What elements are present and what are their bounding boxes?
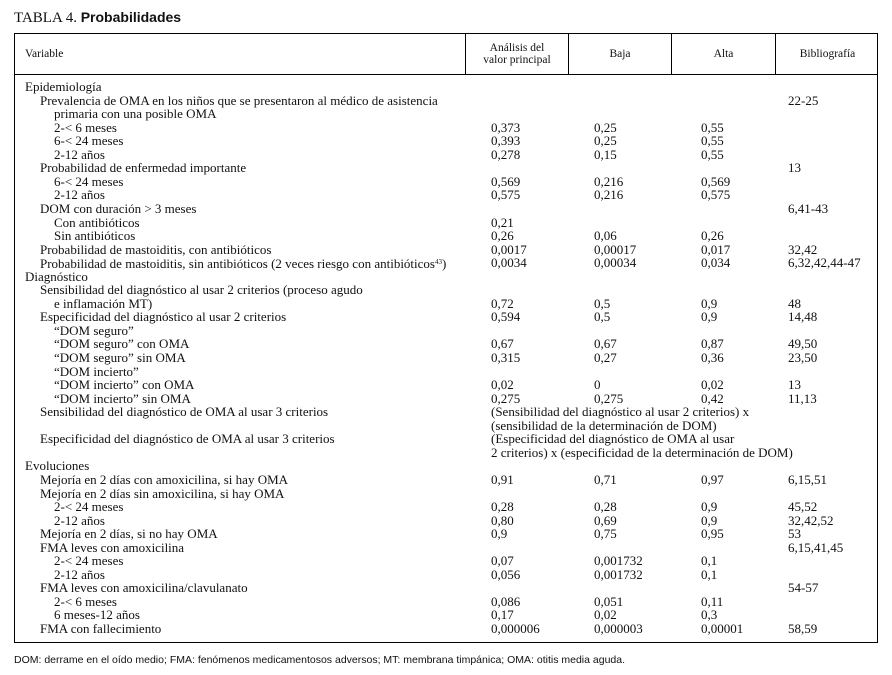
bibliography-cell: 32,42,52 [788, 512, 834, 528]
high-cell: 0,034 [701, 255, 731, 271]
table-row [15, 270, 877, 284]
value-cell: 0,575 [491, 187, 521, 203]
table-row [15, 256, 877, 270]
low-cell: 0,71 [594, 471, 617, 487]
table-row [15, 121, 877, 135]
high-cell: 0,569 [701, 173, 731, 189]
table-row [15, 351, 877, 365]
low-cell: 0,69 [594, 512, 617, 528]
title-bold: Probabilidades [80, 9, 182, 25]
low-cell: 0,28 [594, 499, 617, 515]
low-cell: 0,001732 [594, 566, 643, 582]
high-cell: 0,55 [701, 119, 724, 135]
table-row [15, 541, 877, 555]
high-cell: 0,36 [701, 350, 724, 365]
low-cell: 0,02 [594, 607, 617, 623]
variable-cell: Mejoría en 2 días con amoxicilina, si hay OMA [40, 471, 289, 487]
header-variable: Variable [25, 48, 64, 60]
table-row [15, 446, 877, 460]
value-cell: 0,315 [491, 350, 521, 365]
table-row [15, 324, 877, 338]
bibliography-cell: 53 [788, 526, 801, 542]
high-cell: 0,11 [701, 593, 724, 609]
low-cell: 0 [594, 377, 601, 393]
variable-cell: “DOM incierto” sin OMA [54, 390, 191, 406]
high-cell: 0,9 [701, 499, 718, 515]
table-row [15, 527, 877, 541]
high-cell: 0,575 [701, 187, 731, 203]
value-cell: 0,275 [491, 390, 521, 406]
table-row [15, 107, 877, 121]
value-cell: 0,67 [491, 336, 514, 352]
table-row [15, 202, 877, 216]
high-cell: 0,87 [701, 336, 724, 352]
variable-cell: 6-< 24 meses [54, 133, 124, 149]
variable-cell: “DOM incierto” [54, 363, 139, 379]
high-cell: 0,26 [701, 228, 724, 244]
variable-cell: DOM con duración > 3 meses [40, 200, 197, 216]
low-cell: 0,67 [594, 336, 617, 352]
table-row [15, 188, 877, 202]
variable-cell: FMA con fallecimiento [40, 621, 162, 636]
high-cell: 0,55 [701, 133, 724, 149]
table-row [15, 473, 877, 487]
variable-cell: 6 meses-12 años [54, 607, 140, 623]
value-cell: 0,91 [491, 471, 514, 487]
variable-cell: “DOM seguro” sin OMA [54, 350, 186, 365]
value-cell: 0,594 [491, 309, 521, 325]
table-row [15, 148, 877, 162]
variable-cell: “DOM seguro” [54, 322, 134, 338]
variable-cell: 2-< 6 meses [54, 593, 117, 609]
high-cell: 0,9 [701, 295, 718, 311]
value-cell: (Especificidad del diagnóstico de OMA al usar [491, 431, 735, 447]
table-row [15, 134, 877, 148]
low-cell: 0,5 [594, 295, 611, 311]
table-row [15, 514, 877, 528]
low-cell: 0,216 [594, 173, 624, 189]
value-cell: 0,72 [491, 295, 514, 311]
high-cell: 0,3 [701, 607, 718, 623]
value-cell: 0,07 [491, 553, 514, 569]
bibliography-cell: 22-25 [788, 92, 819, 108]
bibliography-cell: 6,32,42,44-47 [788, 255, 861, 271]
variable-cell: Especificidad del diagnóstico de OMA al usar 3 criterios [40, 431, 335, 447]
header-analisis-line2: valor principal [483, 54, 551, 66]
bibliography-cell: 23,50 [788, 350, 818, 365]
variable-cell: Sensibilidad del diagnóstico al usar 2 criterios (proceso agudo [40, 282, 363, 298]
table-row [15, 432, 877, 446]
low-cell: 0,15 [594, 146, 617, 162]
bibliography-cell: 49,50 [788, 336, 818, 352]
low-cell: 0,00017 [594, 241, 637, 257]
title-prefix: TABLA 4. [14, 10, 81, 26]
value-cell: 0,000006 [491, 621, 540, 636]
variable-cell-tail: ) [442, 256, 447, 272]
high-cell: 0,42 [701, 390, 724, 406]
variable-cell: 2-< 24 meses [54, 553, 124, 569]
bibliography-cell: 6,41-43 [788, 200, 829, 216]
header-bibliografia: Bibliografía [799, 48, 856, 60]
low-cell: 0,216 [594, 187, 624, 203]
variable-cell: Probabilidad de enfermedad importante [40, 160, 247, 176]
bibliography-cell: 13 [788, 160, 801, 176]
value-cell: 0,569 [491, 173, 521, 189]
high-cell: 0,95 [701, 526, 724, 542]
bibliography-cell: 58,59 [788, 621, 818, 636]
variable-cell: Diagnóstico [25, 268, 88, 284]
variable-cell: FMA leves con amoxicilina [40, 539, 185, 555]
header-analisis-line1: Análisis del [489, 42, 545, 54]
table-row [15, 419, 877, 433]
low-cell: 0,051 [594, 593, 624, 609]
variable-cell: “DOM seguro” con OMA [54, 336, 190, 352]
table-row [15, 500, 877, 514]
value-cell: 0,086 [491, 593, 521, 609]
variable-cell: 2-12 años [54, 146, 105, 162]
value-cell: 0,373 [491, 119, 521, 135]
table-row [15, 243, 877, 257]
value-cell: 0,0017 [491, 241, 527, 257]
low-cell: 0,75 [594, 526, 617, 542]
table-row [15, 80, 877, 94]
variable-cell: primaria con una posible OMA [54, 106, 217, 122]
table-row [15, 378, 877, 392]
low-cell: 0,5 [594, 309, 611, 325]
variable-cell: Especificidad del diagnóstico al usar 2 criterios [40, 309, 287, 325]
value-cell: 2 criterios) x (especificidad de la determinación de DOM) [491, 444, 793, 460]
high-cell: 0,1 [701, 566, 718, 582]
bibliography-cell: 13 [788, 377, 801, 393]
variable-cell: 2-12 años [54, 187, 105, 203]
variable-cell: e inflamación MT) [54, 295, 153, 311]
variable-cell: “DOM incierto” con OMA [54, 377, 195, 393]
variable-cell: Con antibióticos [54, 214, 140, 230]
footnote: DOM: derrame en el oído medio; FMA: fenómenos medicamentosos adversos; MT: membrana timpánica; OMA: otitis media aguda. [14, 654, 626, 666]
value-cell: 0,26 [491, 228, 514, 244]
table-row [15, 297, 877, 311]
value-cell: 0,278 [491, 146, 521, 162]
low-cell: 0,27 [594, 350, 617, 365]
variable-cell: Probabilidad de mastoiditis, sin antibióticos (2 veces riesgo con antibióticos$^{43}$) [40, 256, 447, 272]
bibliography-cell: 14,48 [788, 309, 818, 325]
variable-cell: 2-12 años [54, 512, 105, 528]
value-cell: 0,28 [491, 499, 514, 515]
table-row [15, 161, 877, 175]
variable-cell: Mejoría en 2 días, si no hay OMA [40, 526, 218, 542]
header-analisis [466, 34, 568, 74]
high-cell: 0,017 [701, 241, 731, 257]
value-cell: 0,393 [491, 133, 521, 149]
value-cell: 0,056 [491, 566, 521, 582]
value-cell: 0,21 [491, 214, 514, 230]
variable-cell: Probabilidad de mastoiditis, con antibióticos [40, 241, 272, 257]
table-row [15, 595, 877, 609]
header-alta: Alta [713, 48, 734, 60]
high-cell: 0,02 [701, 377, 724, 393]
high-cell: 0,9 [701, 309, 718, 325]
variable-cell: Evoluciones [25, 458, 90, 474]
table-row [15, 459, 877, 473]
low-cell: 0,25 [594, 119, 617, 135]
value-cell: 0,02 [491, 377, 514, 393]
low-cell: 0,06 [594, 228, 617, 244]
table-row [15, 175, 877, 189]
value-cell: 0,9 [491, 526, 508, 542]
table-row [15, 608, 877, 622]
variable-cell: 6-< 24 meses [54, 173, 124, 189]
high-cell: 0,1 [701, 553, 718, 569]
variable-cell: Epidemiología [25, 79, 102, 94]
table-row [15, 310, 877, 324]
low-cell: 0,001732 [594, 553, 643, 569]
low-cell: 0,275 [594, 390, 624, 406]
header-row [15, 34, 877, 75]
variable-cell: FMA leves con amoxicilina/clavulanato [40, 580, 248, 596]
table-row [15, 392, 877, 406]
value-cell: 0,17 [491, 607, 514, 623]
bibliography-cell: 11,13 [788, 390, 817, 406]
variable-cell: 2-12 años [54, 566, 105, 582]
table-row [15, 337, 877, 351]
low-cell: 0,000003 [594, 621, 643, 636]
table-row [15, 405, 877, 419]
bibliography-cell: 54-57 [788, 580, 819, 596]
bibliography-cell: 6,15,41,45 [788, 539, 844, 555]
bibliography-cell: 6,15,51 [788, 471, 827, 487]
variable-cell: 2-< 6 meses [54, 119, 117, 135]
table-row [15, 365, 877, 379]
value-cell: 0,0034 [491, 255, 527, 271]
table-row [15, 581, 877, 595]
low-cell: 0,25 [594, 133, 617, 149]
table-row [15, 216, 877, 230]
header-baja: Baja [609, 48, 631, 60]
high-cell: 0,00001 [701, 621, 744, 636]
high-cell: 0,55 [701, 146, 724, 162]
reference-superscript: 43 [435, 258, 442, 267]
table-row [15, 229, 877, 243]
variable-cell: Mejoría en 2 días sin amoxicilina, si hay OMA [40, 485, 285, 501]
table-frame [14, 33, 878, 643]
low-cell: 0,00034 [594, 255, 637, 271]
value-cell: 0,80 [491, 512, 514, 528]
variable-cell: 2-< 24 meses [54, 499, 124, 515]
table-row [15, 487, 877, 501]
table-row [15, 568, 877, 582]
value-cell: (sensibilidad de la determinación de DOM) [491, 417, 717, 433]
variable-cell: Sin antibióticos [54, 228, 136, 244]
table-title [14, 9, 181, 27]
variable-cell: Sensibilidad del diagnóstico de OMA al usar 3 criterios [40, 404, 329, 420]
bibliography-cell: 45,52 [788, 499, 818, 515]
high-cell: 0,97 [701, 471, 724, 487]
table-row [15, 622, 877, 636]
bibliography-cell: 48 [788, 295, 801, 311]
variable-cell: Prevalencia de OMA en los niños que se presentaron al médico de asistencia [40, 92, 438, 108]
bibliography-cell: 32,42 [788, 241, 818, 257]
table-row [15, 283, 877, 297]
table-row [15, 554, 877, 568]
table-row [15, 94, 877, 108]
value-cell: (Sensibilidad del diagnóstico al usar 2 criterios) x [491, 404, 750, 420]
high-cell: 0,9 [701, 512, 718, 528]
